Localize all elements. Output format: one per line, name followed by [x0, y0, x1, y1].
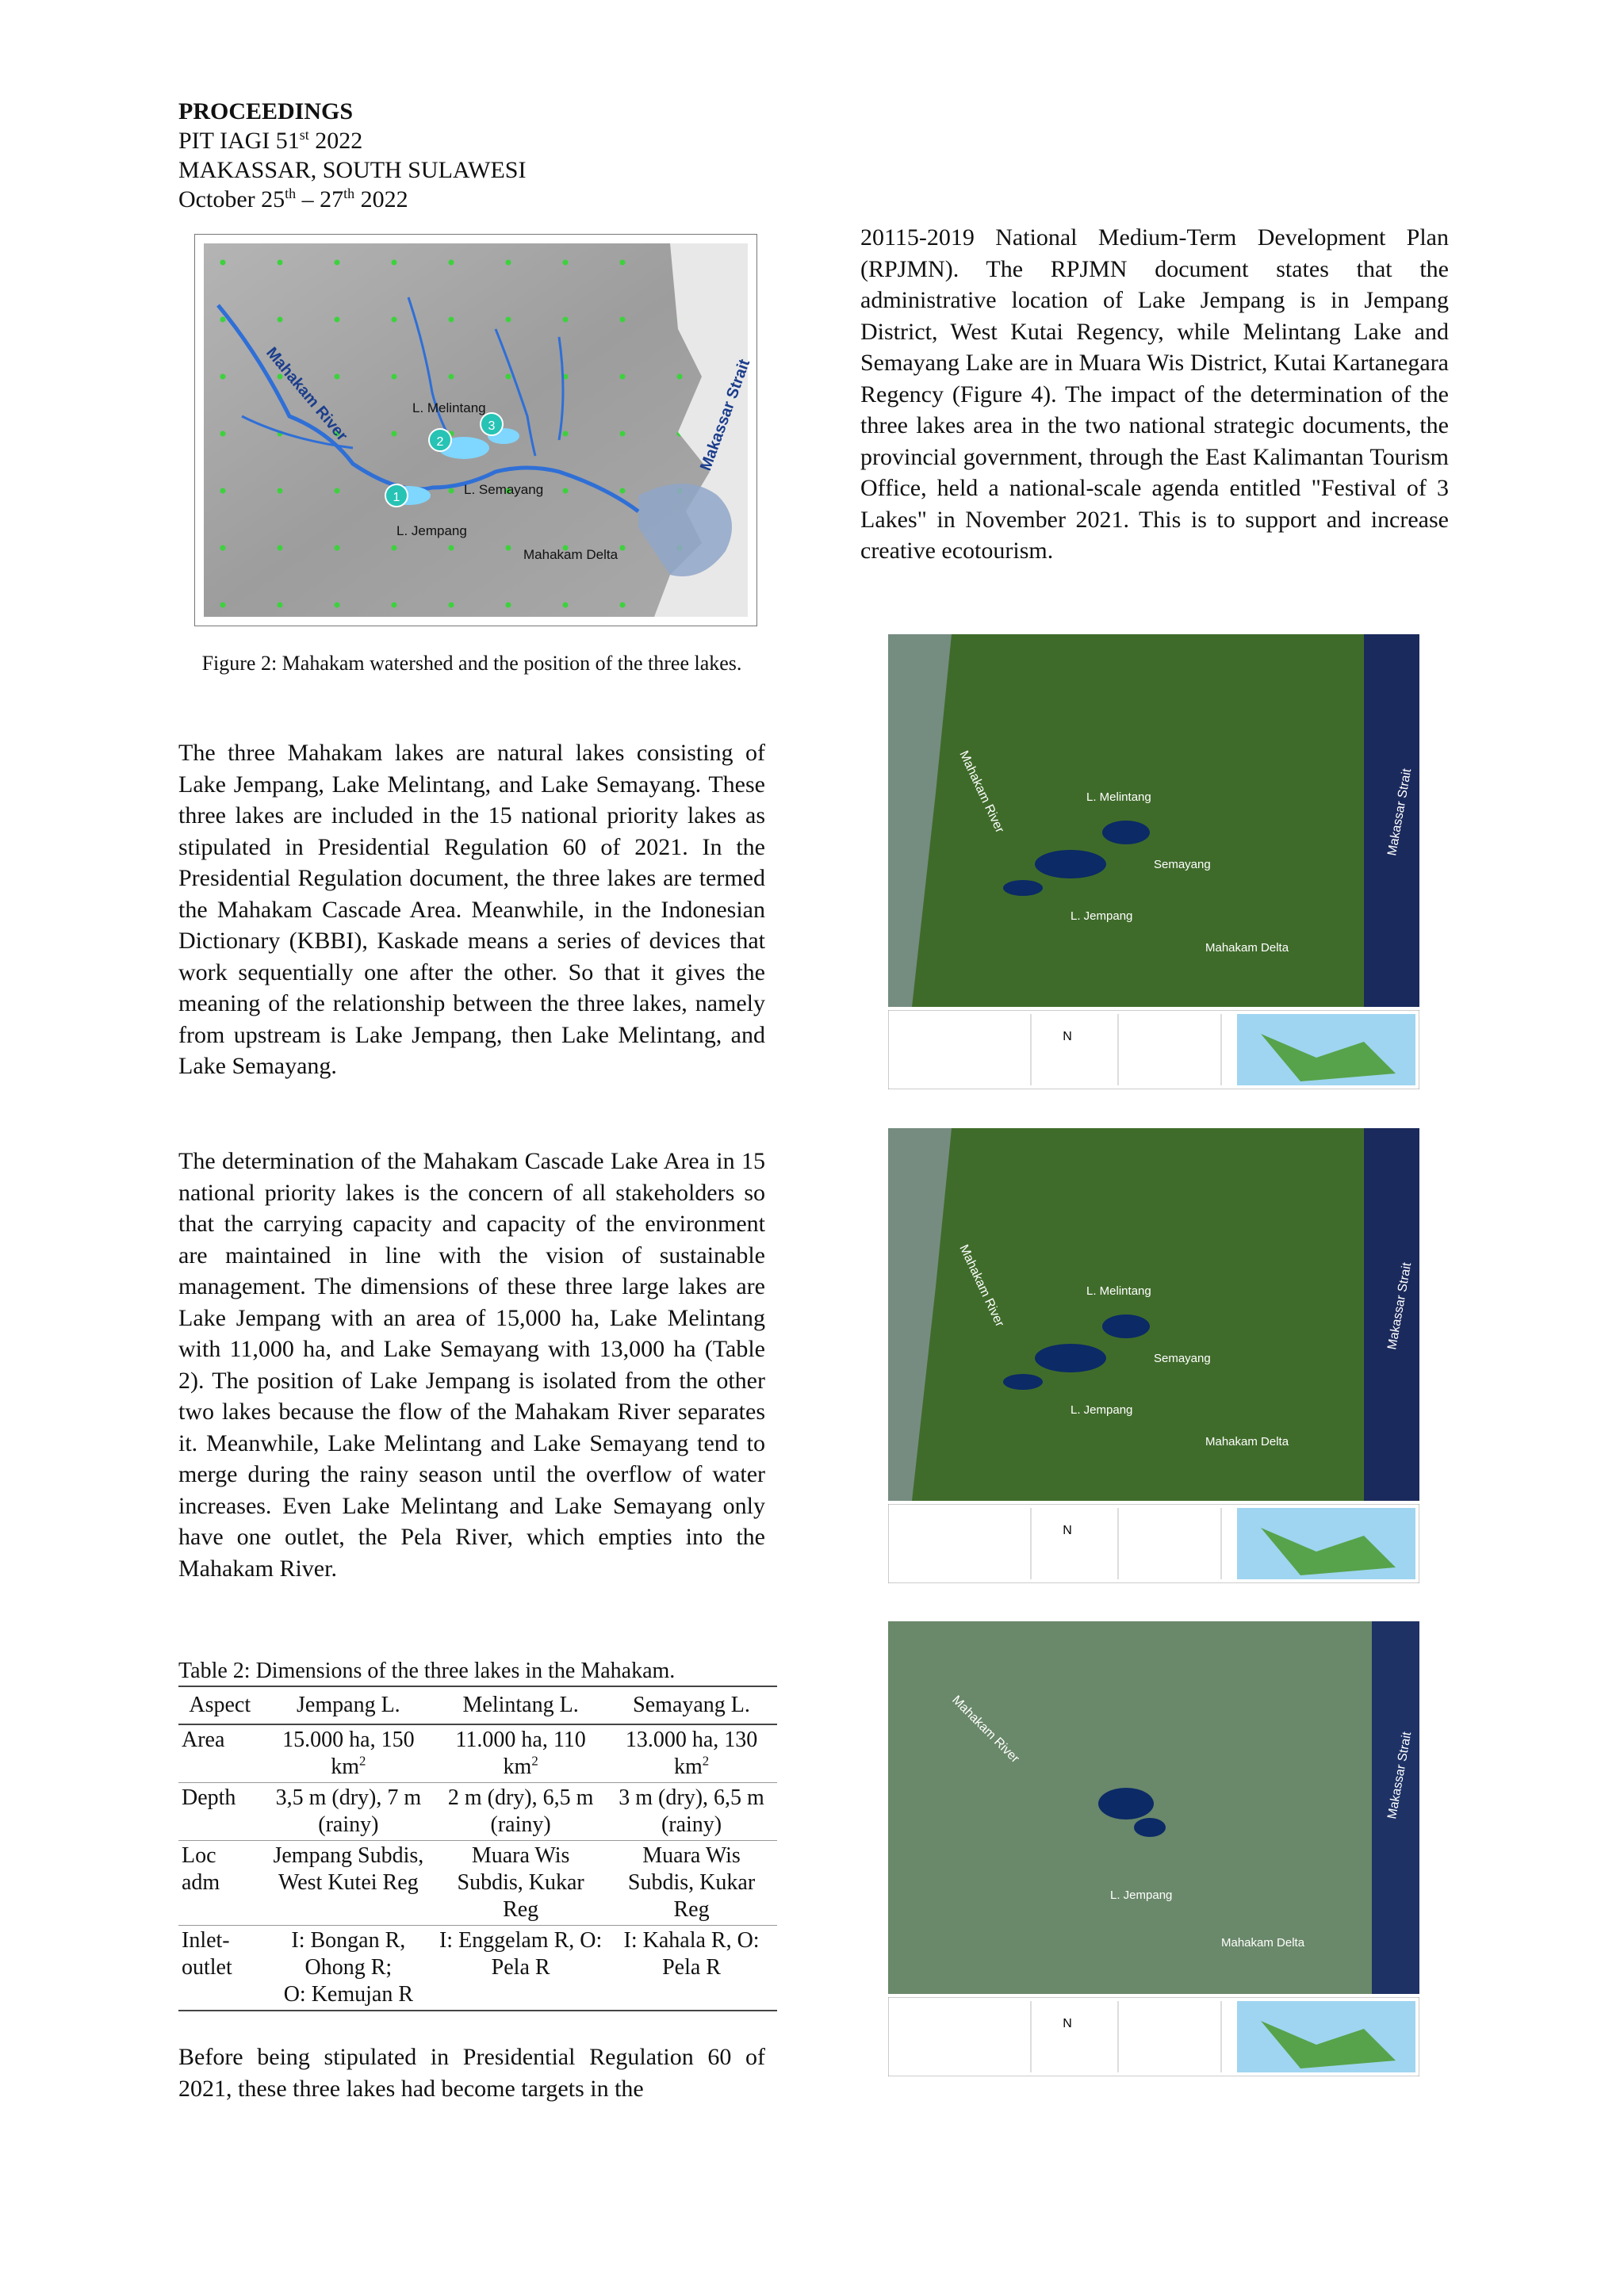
landsat-image-1: [888, 634, 1419, 1007]
label-strait: Makassar Strait: [1385, 1731, 1415, 1820]
label-melintang: L. Melintang: [1086, 790, 1151, 804]
north-arrow-label: N: [1063, 1030, 1072, 1043]
landsat-map-1: [888, 634, 1419, 1089]
svg-text:1: 1: [393, 491, 400, 504]
conference-dates: October 25th – 27th 2022: [178, 186, 408, 212]
label-l-jempang: L. Jempang: [396, 523, 467, 538]
label-semayang: Semayang: [1154, 1352, 1211, 1365]
label-jempang: L. Jempang: [1110, 1888, 1173, 1902]
label-strait: Makassar Strait: [1385, 1261, 1415, 1351]
table-row: Area 15.000 ha, 150 $km^2$ 11.000 ha, 110 $km^2$ 13.000 ha, 130 $km^2$: [178, 1724, 777, 1783]
landsat-map-2: [888, 1128, 1419, 1583]
label-river: Mahakam River: [949, 1693, 1022, 1766]
table-row: Loc adm Jempang Subdis, West Kutei Reg Muara Wis Subdis, Kukar Reg Muara Wis Subdis, Kukar Reg: [178, 1841, 777, 1926]
label-makassar-strait: Makassar Strait: [697, 357, 754, 473]
landsat-legend-2: [888, 1504, 1419, 1583]
landsat-legend-1: [888, 1010, 1419, 1089]
label-l-melintang: L. Melintang: [412, 400, 486, 415]
label-delta: Mahakam Delta: [1205, 941, 1289, 955]
paragraph-three-lakes: The three Mahakam lakes are natural lakes consisting of Lake Jempang, Lake Melintang, and Lake Semayang. These three lakes are included in the 15 national priority lakes as stipulated in Presidential Regulation 60 of 2021. In the Presidential Regulation document, the three lakes are termed the Mahakam Cascade Area. Meanwhile, in the Indonesian Dictionary (KBBI), Kaskade means a series of devices that work sequentially one after the other. So that it gives the meaning of the relationship between the three lakes, namely from upstream is Lake Jempang, then Lake Melintang, and Lake Semayang.: [178, 740, 765, 1079]
label-river: Mahakam River: [956, 1242, 1007, 1330]
col-semayang: Semayang L.: [606, 1686, 777, 1724]
label-strait: Makassar Strait: [1385, 767, 1415, 857]
landsat-map-3: [888, 1621, 1419, 2076]
label-mahakam-delta: Mahakam Delta: [523, 547, 619, 562]
table-2: [178, 1686, 777, 2011]
label-l-semayang: L. Semayang: [464, 482, 544, 497]
svg-text:3: 3: [488, 419, 496, 433]
label-jempang: L. Jempang: [1071, 1403, 1133, 1417]
proceedings-title: PROCEEDINGS: [178, 98, 354, 124]
conference-name: PIT IAGI 51st 2022: [178, 127, 363, 154]
table-2-title: Table 2: Dimensions of the three lakes in the Mahakam.: [178, 1659, 676, 1683]
label-melintang: L. Melintang: [1086, 1284, 1151, 1298]
paragraph-before-regulation: Before being stipulated in Presidential Regulation 60 of 2021, these three lakes had become targets in the: [178, 2044, 765, 2102]
conference-location: MAKASSAR, SOUTH SULAWESI: [178, 157, 527, 183]
north-arrow-label: N: [1063, 2017, 1072, 2030]
label-semayang: Semayang: [1154, 858, 1211, 871]
svg-text:2: 2: [436, 435, 444, 449]
paragraph-cascade-determination: The determination of the Mahakam Cascade Lake Area in 15 national priority lakes is the concern of all stakeholders so that the carrying capacity and capacity of the environment are maintained in line with the vision of sustainable management. The dimensions of these three large lakes are Lake Jempang with an area of 15,000 ha, Lake Melintang with 11,000 ha, and Lake Semayang with 13,000 ha (Table 2). The position of Lake Jempang is isolated from the other two lakes because the flow of the Mahakam River separates it. Meanwhile, Lake Melintang and Lake Semayang tend to merge during the rainy season until the overflow of water increases. Even Lake Melintang and Lake Semayang only have one outlet, the Pela River, which empties into the Mahakam River.: [178, 1148, 765, 1582]
page-header: [178, 97, 526, 214]
label-jempang: L. Jempang: [1071, 909, 1133, 923]
north-arrow-label: N: [1063, 1524, 1072, 1537]
landsat-image-2: [888, 1128, 1419, 1501]
landsat-image-3: [888, 1621, 1419, 1994]
landsat-legend-3: [888, 1997, 1419, 2076]
table-row: Depth 3,5 m (dry), 7 m (rainy) 2 m (dry), 6,5 m (rainy) 3 m (dry), 6,5 m (rainy): [178, 1783, 777, 1841]
paragraph-rpjmn: 20115-2019 National Medium-Term Development Plan (RPJMN). The RPJMN document states that the administrative location of Lake Jempang is in Jempang District, West Kutai Regency, while Melintang Lake and Semayang Lake are in Muara Wis District, Kutai Kartanegara Regency (Figure 4). The impact of the determination of the three lakes area in the two national strategic documents, the provincial government, through the East Kalimantan Tourism Office, held a national-scale agenda entitled "Festival of 3 Lakes" in November 2021. This is to support and increase creative ecotourism.: [860, 224, 1449, 564]
col-aspect: Aspect: [178, 1686, 262, 1724]
figure-2-map: [194, 234, 757, 626]
label-delta: Mahakam Delta: [1221, 1936, 1305, 1950]
table-row: Inlet-outlet I: Bongan R, Ohong R; O: Kemujan R I: Enggelam R, O: Pela R I: Kahala R, O: Pela R: [178, 1926, 777, 2011]
col-melintang: Melintang L.: [435, 1686, 606, 1724]
figure-2-caption: Figure 2: Mahakam watershed and the position of the three lakes.: [201, 652, 742, 675]
label-delta: Mahakam Delta: [1205, 1435, 1289, 1448]
label-river: Mahakam River: [956, 748, 1007, 836]
col-jempang: Jempang L.: [262, 1686, 436, 1724]
table-header-row: [178, 1686, 777, 1724]
label-mahakam-river: Mahakam River: [262, 344, 351, 445]
watershed-map-svg: [194, 234, 757, 626]
